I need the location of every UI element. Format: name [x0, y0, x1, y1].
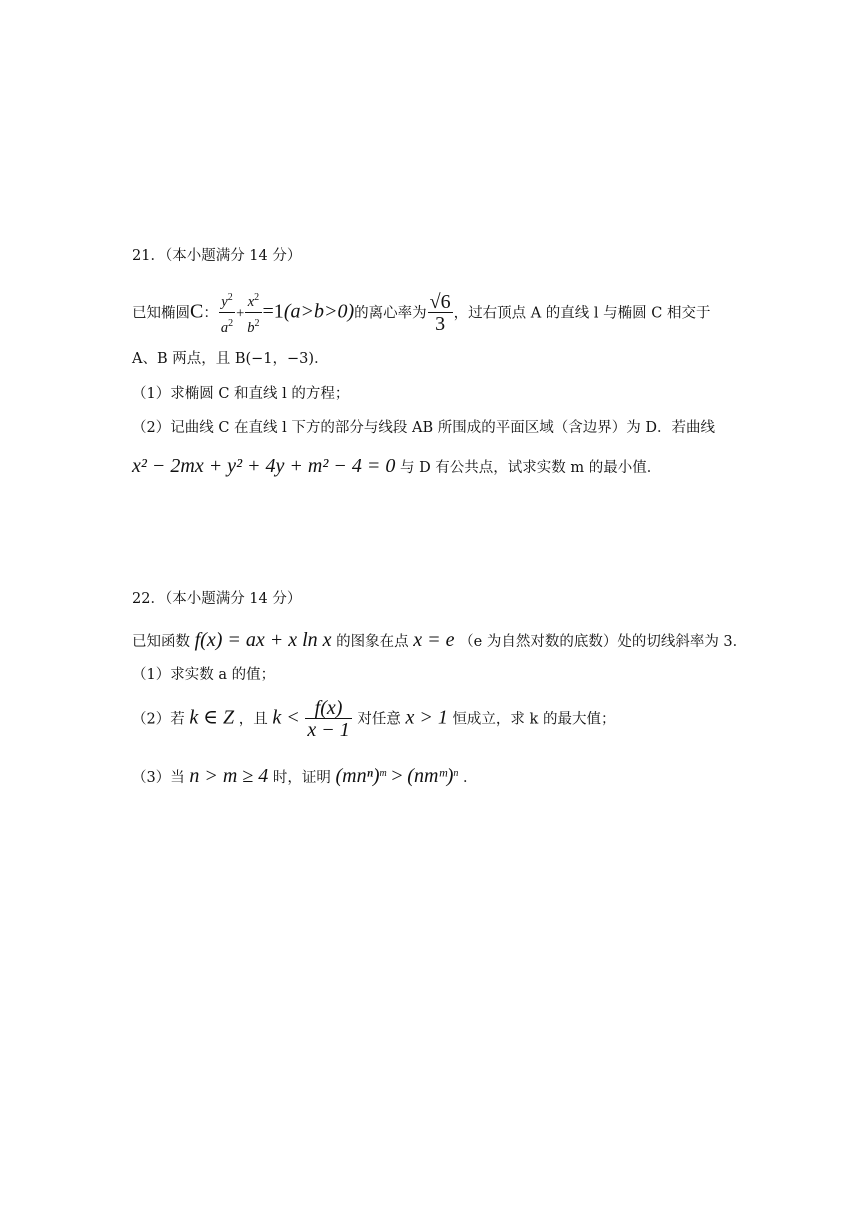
q22-part2-mid: ，且 — [238, 711, 268, 728]
frac-num: f(x) — [305, 698, 351, 719]
q21-part2-line1: （2）记曲线 C 在直线 l 下方的部分与线段 AB 所围成的平面区域（含边界）为 D．若曲线 — [132, 420, 715, 436]
point-x-e: x = e — [413, 629, 455, 651]
eccentricity-text: 的离心率为 — [354, 305, 427, 322]
inequality-op: > — [391, 764, 403, 787]
frac-den: x − 1 — [307, 719, 350, 741]
q21-intro — [132, 288, 710, 339]
q22-part3-end: ． — [463, 769, 478, 786]
eq-b: b — [247, 319, 255, 336]
q21-line2: A、B 两点，且 B(−1，−3)． — [132, 351, 329, 367]
x-greater-1: x > 1 — [405, 706, 448, 729]
q22-intro — [132, 630, 747, 652]
eq-exp-x: 2 — [254, 292, 260, 303]
inequality-right: (nmᵐ) — [407, 764, 454, 787]
k-in-z: k ∈ Z — [189, 706, 235, 729]
q22-intro-prefix: 已知函数 — [132, 634, 190, 650]
q21-intro-prefix: 已知椭圆 — [132, 305, 190, 322]
eq-y: y — [221, 293, 228, 310]
q22-part3-prefix: （3）当 — [132, 769, 185, 786]
fx-over-x-minus-1 — [305, 698, 351, 741]
eq-a: a — [220, 319, 229, 336]
q22-part2-suffix: 恒成立，求 k 的最大值； — [452, 711, 616, 728]
q22-intro-suffix: （e 为自然对数的底数）处的切线斜率为 3． — [459, 634, 748, 650]
q21-intro-suffix: ，过右顶点 A 的直线 l 与椭圆 C 相交于 — [453, 305, 711, 322]
eq-condition: (a>b>0) — [283, 300, 355, 323]
eccentricity-value — [428, 292, 453, 335]
q22-part3-mid: 时，证明 — [272, 769, 331, 786]
q21-part2-suffix: 与 D 有公共点，试求实数 m 的最小值． — [399, 460, 662, 476]
ecc-num: √6 — [429, 290, 451, 313]
inequality-left-exp: m — [379, 768, 387, 779]
q21-part1: （1）求椭圆 C 和直线 l 的方程； — [132, 386, 350, 402]
function-definition: f(x) = ax + x ln x — [194, 629, 332, 651]
k-less-than: k < — [272, 706, 300, 729]
inequality-left: (mnⁿ) — [335, 764, 380, 787]
eq-rhs: =1 — [262, 300, 284, 323]
q22-intro-mid: 的图象在点 — [336, 634, 409, 650]
q22-part1: （1）求实数 a 的值； — [132, 667, 276, 683]
x2-over-b2 — [245, 288, 261, 339]
eq-x: x — [247, 293, 255, 310]
inequality-right-exp: n — [453, 768, 459, 779]
ellipse-colon: ： — [203, 305, 218, 322]
q22-part3 — [132, 764, 478, 788]
n-gt-m-ge-4: n > m ≥ 4 — [189, 764, 269, 787]
q21-part2-line2 — [132, 456, 661, 478]
q22-part2-prefix: （2）若 — [132, 711, 185, 728]
q22-part2 — [132, 698, 615, 741]
q22-part2-cond: 对任意 — [357, 711, 401, 728]
ellipse-label: C — [190, 300, 204, 323]
q21-header: 21．（本小题满分 14 分） — [132, 248, 302, 264]
y2-over-a2 — [219, 288, 235, 339]
eq-plus: + — [236, 305, 245, 322]
eq-exp-b: 2 — [254, 317, 260, 329]
ecc-den: 3 — [435, 312, 446, 335]
q22-header: 22．（本小题满分 14 分） — [132, 591, 302, 607]
eq-exp-y: 2 — [227, 292, 233, 303]
circle-equation: x² − 2mx + y² + 4y + m² − 4 = 0 — [132, 455, 396, 477]
eq-exp-a: 2 — [228, 317, 234, 329]
